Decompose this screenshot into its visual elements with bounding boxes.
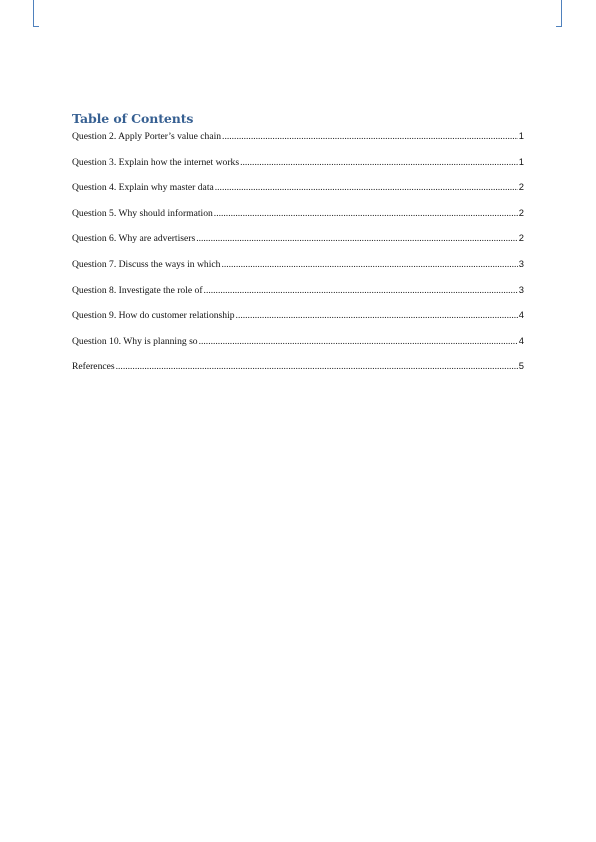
toc-entry-page: 4 <box>518 309 524 321</box>
toc-leader-dots <box>240 157 518 168</box>
toc-entry-title: Question 9. How do customer relationship <box>72 310 235 322</box>
toc-entry-title: Question 8. Investigate the role of <box>72 284 203 296</box>
toc-leader-dots <box>204 285 518 296</box>
toc-entry-page: 3 <box>518 257 524 269</box>
toc-leader-dots <box>116 361 518 372</box>
toc-leader-dots <box>215 182 518 193</box>
toc-entry-page: 5 <box>518 360 524 372</box>
toc-list <box>72 130 524 386</box>
toc-heading: Table of Contents <box>72 111 194 126</box>
toc-entry[interactable] <box>72 181 524 207</box>
toc-leader-dots <box>199 336 518 347</box>
toc-leader-dots <box>236 310 518 321</box>
toc-entry-title: Question 4. Explain why master data <box>72 182 214 194</box>
toc-entry[interactable] <box>72 207 524 233</box>
toc-entry-title: Question 5. Why should information <box>72 207 213 219</box>
toc-entry-page: 2 <box>518 232 524 244</box>
toc-leader-dots <box>221 259 517 270</box>
toc-entry-title: References <box>72 361 115 373</box>
toc-entry[interactable] <box>72 284 524 310</box>
crop-mark-left <box>33 0 34 27</box>
toc-entry-title: Question 6. Why are advertisers <box>72 233 196 245</box>
toc-leader-dots <box>214 208 518 219</box>
toc-entry[interactable] <box>72 335 524 361</box>
toc-entry-page: 1 <box>518 155 524 167</box>
toc-entry[interactable] <box>72 156 524 182</box>
toc-entry-title: Question 3. Explain how the internet works <box>72 156 240 168</box>
toc-entry-title: Question 10. Why is planning so <box>72 335 198 347</box>
toc-entry-title: Question 7. Discuss the ways in which <box>72 258 221 270</box>
toc-entry-page: 3 <box>518 283 524 295</box>
toc-entry[interactable] <box>72 130 524 156</box>
toc-entry[interactable] <box>72 309 524 335</box>
toc-leader-dots <box>222 131 518 142</box>
toc-entry-title: Question 2. Apply Porter’s value chain <box>72 131 222 142</box>
toc-entry[interactable] <box>72 232 524 258</box>
toc-entry[interactable] <box>72 360 524 386</box>
crop-mark-right-foot <box>556 26 562 27</box>
toc-entry-page: 2 <box>518 206 524 218</box>
toc-entry-page: 2 <box>518 181 524 193</box>
toc-entry-page: 1 <box>518 130 524 141</box>
toc-entry[interactable] <box>72 258 524 284</box>
crop-mark-left-foot <box>33 26 39 27</box>
crop-mark-right <box>561 0 562 27</box>
toc-leader-dots <box>196 233 518 244</box>
table-of-contents <box>72 111 524 386</box>
toc-entry-page: 4 <box>518 334 524 346</box>
